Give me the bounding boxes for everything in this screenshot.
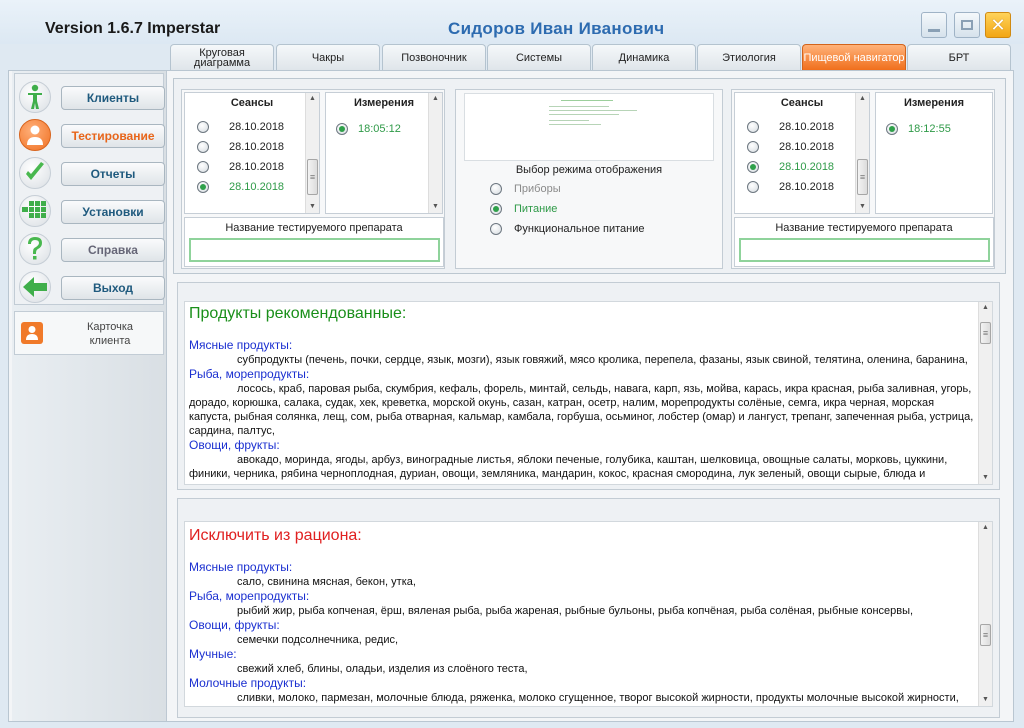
tab-chakras[interactable]: Чакры: [276, 44, 380, 70]
settings-button[interactable]: Установки: [61, 200, 165, 224]
scroll-up-icon[interactable]: ▲: [859, 95, 866, 102]
left-prep-input[interactable]: [189, 238, 440, 262]
left-sessions-scrollbar[interactable]: [305, 93, 319, 213]
client-card-line2: клиента: [89, 335, 131, 347]
mode-devices[interactable]: [490, 183, 561, 195]
right-sessions-scrollbar[interactable]: [855, 93, 869, 213]
client-card-label: [55, 320, 165, 348]
radio-selected-icon[interactable]: [336, 123, 348, 135]
scroll-down-icon[interactable]: ▼: [309, 203, 316, 210]
right-session-row-selected[interactable]: [747, 159, 834, 175]
category-items: семечки подсолнечника, редис,: [237, 634, 399, 646]
scroll-up-icon[interactable]: ▲: [982, 524, 989, 531]
scroll-thumb[interactable]: [307, 159, 318, 195]
radio-icon[interactable]: [747, 181, 759, 193]
report-preview: [464, 93, 714, 161]
excluded-content: [189, 524, 975, 707]
radio-selected-icon[interactable]: [197, 181, 209, 193]
measure-time: 18:12:55: [908, 123, 951, 135]
sidebar-item-settings: [15, 192, 165, 230]
radio-icon[interactable]: [747, 141, 759, 153]
excluded-text-box[interactable]: [184, 521, 993, 707]
radio-icon[interactable]: [197, 121, 209, 133]
close-icon: ✕: [990, 15, 1006, 35]
category-heading: Овощи, фрукты:: [189, 618, 280, 632]
scroll-up-icon[interactable]: ▲: [309, 95, 316, 102]
app-version: Version 1.6.7 Imperstar: [45, 20, 221, 37]
left-measures-list: [325, 92, 443, 214]
right-session-row[interactable]: [747, 179, 834, 195]
right-measures-header: Измерения: [903, 97, 965, 109]
client-card-icon: [21, 322, 43, 344]
tab-etiology[interactable]: Этиология: [697, 44, 801, 70]
tab-food-navigator[interactable]: Пищевой навигатор: [802, 44, 906, 70]
minimize-icon: [928, 29, 940, 32]
left-session-row-selected[interactable]: [197, 179, 284, 195]
scroll-down-icon[interactable]: ▼: [432, 203, 439, 210]
left-session-panel: [181, 89, 445, 269]
tab-systems[interactable]: Системы: [487, 44, 591, 70]
clients-button[interactable]: Клиенты: [61, 86, 165, 110]
scroll-thumb[interactable]: [980, 624, 991, 646]
sidebar-item-clients: [15, 78, 165, 116]
scroll-up-icon[interactable]: ▲: [982, 304, 989, 311]
session-date: 28.10.2018: [779, 161, 835, 173]
excluded-area: [177, 498, 1000, 718]
category-items: субпродукты (печень, почки, сердце, язык, мозги), язык говяжий, мясо кролика, перепела, фазаны, язык свиной, телятина, оленина, баранина,: [237, 354, 968, 366]
category-heading: Овощи, фрукты:: [189, 438, 280, 452]
tab-spine[interactable]: Позвоночник: [382, 44, 486, 70]
radio-selected-icon[interactable]: [747, 161, 759, 173]
left-prep-box: [184, 217, 444, 267]
excluded-scrollbar[interactable]: [978, 522, 992, 706]
radio-icon[interactable]: [490, 183, 502, 195]
title-bar: [0, 0, 1024, 44]
sidebar: [12, 71, 167, 721]
checkmark-icon: [19, 157, 51, 189]
category-heading: Рыба, морепродукты:: [189, 367, 310, 381]
recommended-content: [189, 304, 975, 485]
tab-brt[interactable]: БРТ: [907, 44, 1011, 70]
scroll-thumb[interactable]: [857, 159, 868, 195]
close-button[interactable]: [985, 12, 1011, 38]
mode-nutrition[interactable]: [490, 203, 557, 215]
right-session-row[interactable]: [747, 139, 834, 155]
person-icon: [19, 81, 51, 113]
category-heading: Мясные продукты:: [189, 560, 293, 574]
sessions-area: [173, 78, 1006, 274]
mode-label: Питание: [514, 203, 558, 215]
radio-icon[interactable]: [197, 161, 209, 173]
left-measures-scrollbar[interactable]: [428, 93, 442, 213]
scroll-up-icon[interactable]: ▲: [432, 95, 439, 102]
user-icon: [19, 119, 51, 151]
measure-time: 18:05:12: [358, 123, 401, 135]
reports-button[interactable]: Отчеты: [61, 162, 165, 186]
left-sessions-header: Сеансы: [230, 97, 274, 109]
radio-selected-icon[interactable]: [886, 123, 898, 135]
recommended-text-box[interactable]: [184, 301, 993, 485]
sidebar-item-help: [15, 230, 165, 268]
exit-button[interactable]: Выход: [61, 276, 165, 300]
sidebar-item-exit: [15, 268, 165, 306]
category-heading: Мучные:: [189, 647, 237, 661]
display-mode-panel: [455, 89, 723, 269]
right-prep-input[interactable]: [739, 238, 990, 262]
nav-block: [14, 73, 164, 305]
session-date: 28.10.2018: [779, 121, 835, 133]
recommended-title: Продукты рекомендованные:: [189, 305, 407, 322]
category-heading: Мясные продукты:: [189, 338, 293, 352]
question-icon: [19, 233, 51, 265]
session-date: 28.10.2018: [229, 141, 285, 153]
left-measures-header: Измерения: [353, 97, 415, 109]
right-sessions-list: [734, 92, 870, 214]
category-items: сало, свинина мясная, бекон, утка,: [237, 576, 416, 588]
right-session-row[interactable]: [747, 119, 834, 135]
sidebar-item-reports: [15, 154, 165, 192]
mode-label: Приборы: [514, 183, 561, 195]
left-session-row[interactable]: [197, 119, 284, 135]
maximize-button[interactable]: [954, 12, 980, 38]
tab-dynamics[interactable]: Динамика: [592, 44, 696, 70]
maximize-icon: [961, 20, 973, 30]
session-date: 28.10.2018: [779, 181, 835, 193]
session-date: 28.10.2018: [779, 141, 835, 153]
left-prep-label: Название тестируемого препарата: [225, 222, 403, 234]
scroll-thumb[interactable]: [980, 322, 991, 344]
category-items: сливки, молоко, пармезан, молочные блюда, ряженка, молоко сгущенное, творог высокой жирности, продукты молочные высокой жирности,: [237, 692, 959, 704]
category-items: авокадо, моринда, ягоды, арбуз, виноградные листья, яблоки печеные, голубика, каштан, шелковица, овощные салаты, морковь, цуккини, финики, черника, рябина черноплодная, дуриан, овощи, земляника, мандарин, кокос, красная смородина, лук зеленый, овощи сырые, блюда и: [189, 454, 948, 480]
minimize-button[interactable]: [921, 12, 947, 38]
right-measures-list: [875, 92, 993, 214]
left-session-row[interactable]: [197, 139, 284, 155]
left-measure-row[interactable]: [336, 123, 401, 135]
radio-icon[interactable]: [197, 141, 209, 153]
right-sessions-header: Сеансы: [780, 97, 824, 109]
category-items: свежий хлеб, блины, оладьи, изделия из слоёного теста,: [237, 663, 528, 675]
category-heading: Рыба, морепродукты:: [189, 589, 310, 603]
right-prep-label: Название тестируемого препарата: [775, 222, 953, 234]
category-heading: Молочные продукты:: [189, 676, 307, 690]
radio-selected-icon[interactable]: [490, 203, 502, 215]
right-session-panel: [731, 89, 995, 269]
right-measure-row[interactable]: [886, 123, 951, 135]
scroll-down-icon[interactable]: ▼: [982, 696, 989, 703]
help-button[interactable]: Справка: [61, 238, 165, 262]
scroll-down-icon[interactable]: ▼: [982, 474, 989, 481]
left-session-row[interactable]: [197, 159, 284, 175]
scroll-down-icon[interactable]: ▼: [859, 203, 866, 210]
client-name: Сидоров Иван Иванович: [448, 19, 665, 38]
mode-title: Выбор режима отображения: [515, 164, 663, 176]
excluded-title: Исключить из рациона:: [189, 527, 362, 544]
radio-icon[interactable]: [747, 121, 759, 133]
category-items: лосось, краб, паровая рыба, скумбрия, кефаль, форель, минтай, сельдь, навага, карп, язь, мойва, карась, икра красная, рыба заливная, угорь, дорадо, корюшка, салака, судак, хек, креветка, морской окунь, сазан, катран, осетр, налим, морепродукты солёные, семга, икра черная, морская капуста, рыбная солянка, лещ, сом, рыба отварная, кальмар, камбала, горбуша, осьминог, лобстер (омар) и лангуст, трепанг, запеченная рыба, устрица, сардина, палтус,: [189, 383, 974, 437]
category-items: рыбий жир, рыба копченая, ёрш, вяленая рыба, рыба жареная, рыбные бульоны, рыба копчёная, рыба солёная, рыбные консервы,: [237, 605, 914, 617]
recommended-scrollbar[interactable]: [978, 302, 992, 484]
mode-functional-nutrition[interactable]: [490, 223, 645, 235]
arrow-left-icon: [19, 271, 51, 303]
right-prep-box: [734, 217, 994, 267]
session-date: 28.10.2018: [229, 181, 285, 193]
recommended-area: [177, 282, 1000, 490]
left-sessions-list: [184, 92, 320, 214]
mode-label: Функциональное питание: [514, 223, 645, 235]
testing-button[interactable]: Тестирование: [61, 124, 165, 148]
client-card[interactable]: [14, 311, 164, 355]
client-card-line1: Карточка: [86, 321, 134, 333]
tab-circular-chart[interactable]: Круговая диаграмма: [170, 44, 274, 70]
session-date: 28.10.2018: [229, 161, 285, 173]
grid-icon: [19, 195, 51, 227]
sidebar-item-testing: [15, 116, 165, 154]
session-date: 28.10.2018: [229, 121, 285, 133]
radio-icon[interactable]: [490, 223, 502, 235]
